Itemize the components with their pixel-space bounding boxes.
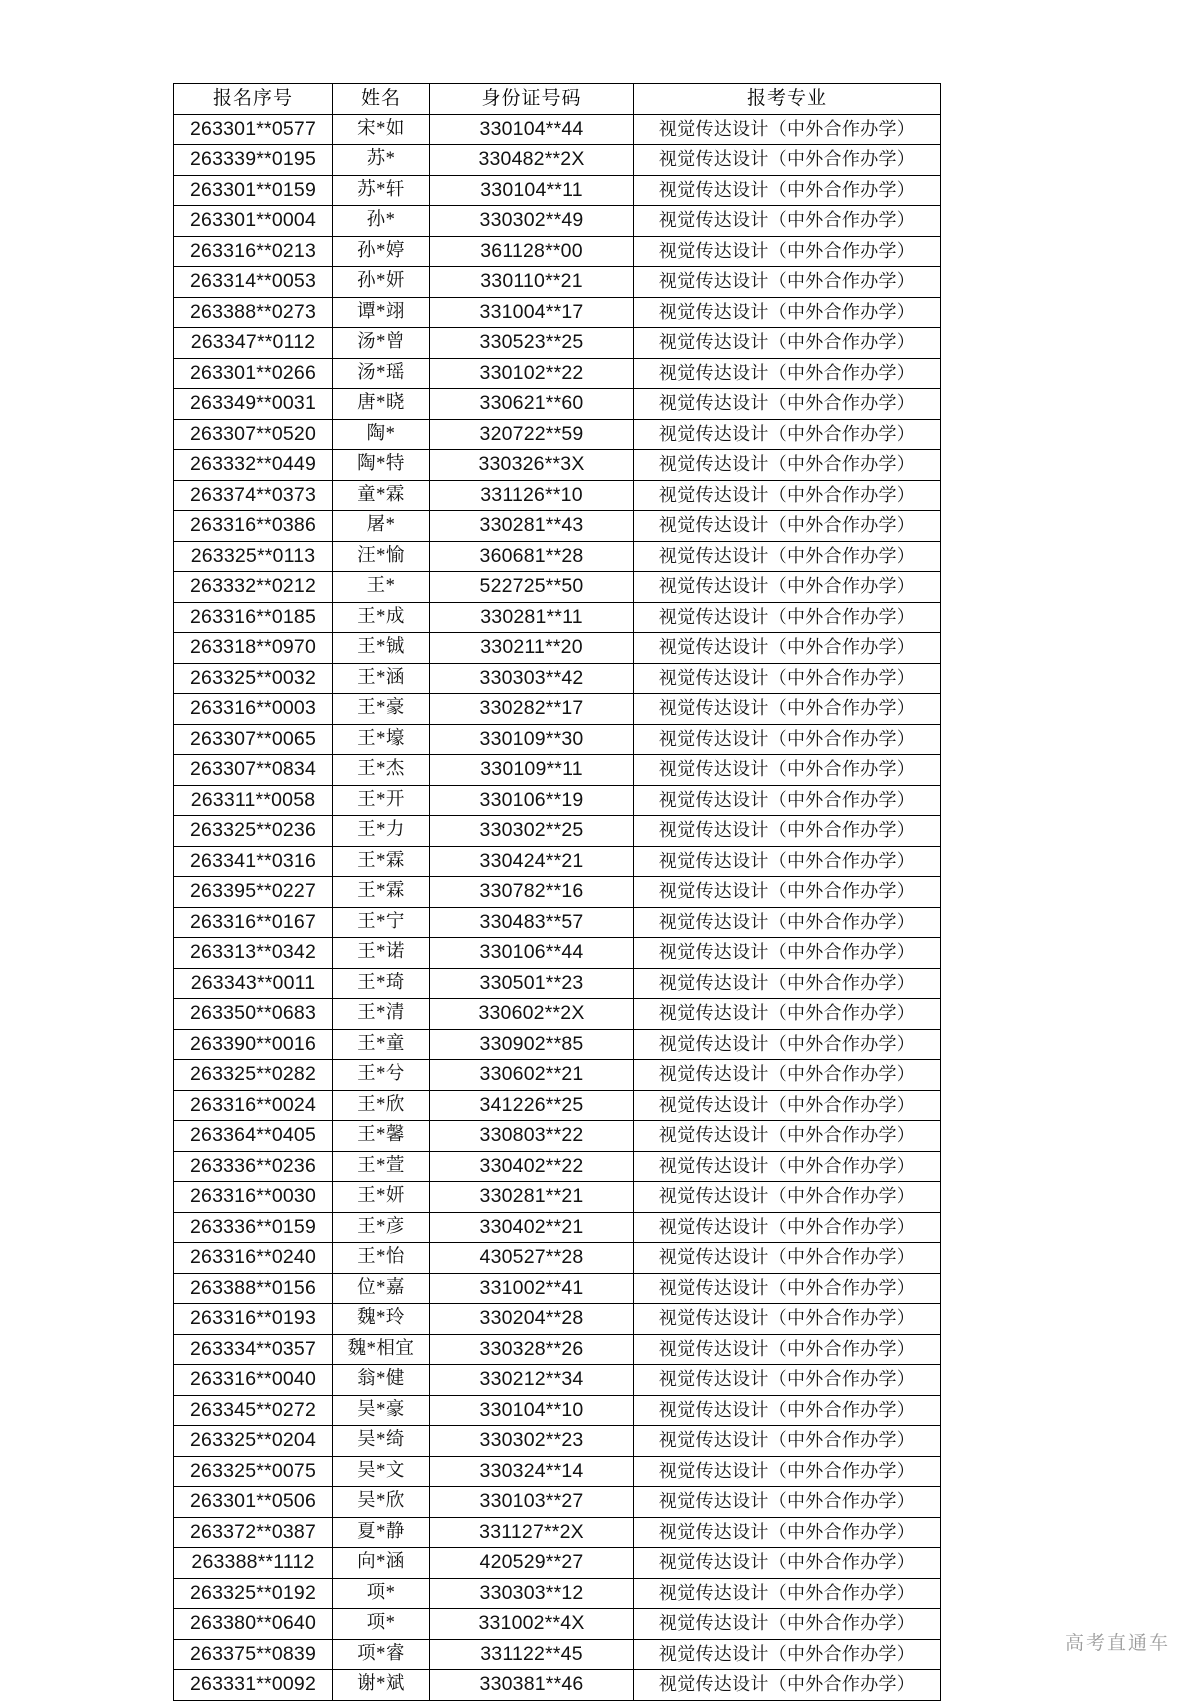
cell-id-number: 330282**17: [430, 694, 634, 725]
table-header: [174, 84, 941, 115]
cell-name: 王*欣: [333, 1090, 430, 1121]
cell-registration-number: 263307**0065: [174, 724, 333, 755]
cell-name: 王*童: [333, 1029, 430, 1060]
cell-id-number: 330483**57: [430, 907, 634, 938]
cell-id-number: 330302**25: [430, 816, 634, 847]
cell-name: 苏*轩: [333, 175, 430, 206]
column-header-registration-number: 报名序号: [174, 84, 333, 115]
cell-registration-number: 263318**0970: [174, 633, 333, 664]
cell-id-number: 330326**3X: [430, 450, 634, 481]
cell-name: 王*杰: [333, 755, 430, 786]
cell-registration-number: 263316**0003: [174, 694, 333, 725]
cell-name: 陶*特: [333, 450, 430, 481]
cell-id-number: 330402**22: [430, 1151, 634, 1182]
cell-name: 向*涵: [333, 1548, 430, 1579]
cell-major: 视觉传达设计（中外合作办学）: [634, 724, 941, 755]
cell-id-number: 330204**28: [430, 1304, 634, 1335]
cell-major: 视觉传达设计（中外合作办学）: [634, 999, 941, 1030]
cell-name: 王*萱: [333, 1151, 430, 1182]
table-row: [174, 846, 941, 877]
cell-name: 汪*愉: [333, 541, 430, 572]
table-row: [174, 1273, 941, 1304]
table-header-row: [174, 84, 941, 115]
cell-id-number: 330109**11: [430, 755, 634, 786]
cell-registration-number: 263345**0272: [174, 1395, 333, 1426]
cell-id-number: 330328**26: [430, 1334, 634, 1365]
cell-major: 视觉传达设计（中外合作办学）: [634, 1304, 941, 1335]
cell-id-number: 330782**16: [430, 877, 634, 908]
cell-name: 王*怡: [333, 1243, 430, 1274]
cell-major: 视觉传达设计（中外合作办学）: [634, 968, 941, 999]
table-row: [174, 114, 941, 145]
cell-registration-number: 263301**0004: [174, 206, 333, 237]
cell-id-number: 330110**21: [430, 267, 634, 298]
cell-registration-number: 263325**0192: [174, 1578, 333, 1609]
cell-major: 视觉传达设计（中外合作办学）: [634, 267, 941, 298]
cell-id-number: 331126**10: [430, 480, 634, 511]
table-row: [174, 724, 941, 755]
cell-name: 王*霖: [333, 877, 430, 908]
cell-name: 夏*静: [333, 1517, 430, 1548]
cell-name: 吴*绮: [333, 1426, 430, 1457]
cell-major: 视觉传达设计（中外合作办学）: [634, 450, 941, 481]
cell-major: 视觉传达设计（中外合作办学）: [634, 114, 941, 145]
cell-name: 项*: [333, 1609, 430, 1640]
cell-name: 吴*欣: [333, 1487, 430, 1518]
cell-name: 陶*: [333, 419, 430, 450]
cell-registration-number: 263341**0316: [174, 846, 333, 877]
cell-registration-number: 263336**0159: [174, 1212, 333, 1243]
cell-registration-number: 263301**0266: [174, 358, 333, 389]
cell-major: 视觉传达设计（中外合作办学）: [634, 206, 941, 237]
cell-id-number: 330281**11: [430, 602, 634, 633]
cell-name: 吴*文: [333, 1456, 430, 1487]
table-row: [174, 1212, 941, 1243]
table-row: [174, 1670, 941, 1701]
cell-major: 视觉传达设计（中外合作办学）: [634, 1517, 941, 1548]
table-row: [174, 663, 941, 694]
table-row: [174, 816, 941, 847]
cell-major: 视觉传达设计（中外合作办学）: [634, 1426, 941, 1457]
cell-id-number: 330523**25: [430, 328, 634, 359]
cell-major: 视觉传达设计（中外合作办学）: [634, 480, 941, 511]
cell-name: 王*宁: [333, 907, 430, 938]
cell-name: 王*成: [333, 602, 430, 633]
table-row: [174, 389, 941, 420]
table-row: [174, 145, 941, 176]
cell-major: 视觉传达设计（中外合作办学）: [634, 1548, 941, 1579]
cell-registration-number: 263364**0405: [174, 1121, 333, 1152]
cell-major: 视觉传达设计（中外合作办学）: [634, 816, 941, 847]
cell-registration-number: 263313**0342: [174, 938, 333, 969]
cell-major: 视觉传达设计（中外合作办学）: [634, 328, 941, 359]
cell-registration-number: 263339**0195: [174, 145, 333, 176]
cell-id-number: 330104**44: [430, 114, 634, 145]
cell-major: 视觉传达设计（中外合作办学）: [634, 1151, 941, 1182]
cell-registration-number: 263395**0227: [174, 877, 333, 908]
table-row: [174, 1029, 941, 1060]
cell-registration-number: 263325**0236: [174, 816, 333, 847]
cell-registration-number: 263388**0156: [174, 1273, 333, 1304]
table-row: [174, 1121, 941, 1152]
cell-registration-number: 263316**0193: [174, 1304, 333, 1335]
cell-registration-number: 263380**0640: [174, 1609, 333, 1640]
cell-registration-number: 263316**0040: [174, 1365, 333, 1396]
cell-major: 视觉传达设计（中外合作办学）: [634, 358, 941, 389]
table-row: [174, 602, 941, 633]
table-row: [174, 1426, 941, 1457]
cell-id-number: 330602**21: [430, 1060, 634, 1091]
cell-name: 吴*豪: [333, 1395, 430, 1426]
cell-registration-number: 263350**0683: [174, 999, 333, 1030]
table-row: [174, 877, 941, 908]
cell-id-number: 330102**22: [430, 358, 634, 389]
cell-registration-number: 263325**0204: [174, 1426, 333, 1457]
table-row: [174, 907, 941, 938]
cell-name: 唐*晓: [333, 389, 430, 420]
cell-id-number: 330211**20: [430, 633, 634, 664]
watermark-label: 高考直通车: [1064, 1633, 1170, 1654]
cell-major: 视觉传达设计（中外合作办学）: [634, 1060, 941, 1091]
cell-name: 王*涵: [333, 663, 430, 694]
table-row: [174, 1639, 941, 1670]
cell-id-number: 420529**27: [430, 1548, 634, 1579]
table-row: [174, 694, 941, 725]
cell-id-number: 331127**2X: [430, 1517, 634, 1548]
cell-name: 王*铖: [333, 633, 430, 664]
cell-registration-number: 263374**0373: [174, 480, 333, 511]
table-row: [174, 450, 941, 481]
cell-name: 王*琦: [333, 968, 430, 999]
cell-registration-number: 263332**0449: [174, 450, 333, 481]
cell-id-number: 320722**59: [430, 419, 634, 450]
cell-name: 王*霖: [333, 846, 430, 877]
cell-name: 王*馨: [333, 1121, 430, 1152]
table-row: [174, 358, 941, 389]
table-row: [174, 1365, 941, 1396]
table-row: [174, 1304, 941, 1335]
cell-registration-number: 263388**0273: [174, 297, 333, 328]
cell-id-number: 331002**41: [430, 1273, 634, 1304]
cell-name: 屠*: [333, 511, 430, 542]
cell-registration-number: 263314**0053: [174, 267, 333, 298]
applicant-roster-table: [173, 83, 941, 1701]
cell-name: 王*豪: [333, 694, 430, 725]
cell-id-number: 330281**43: [430, 511, 634, 542]
cell-name: 项*睿: [333, 1639, 430, 1670]
cell-id-number: 330621**60: [430, 389, 634, 420]
cell-major: 视觉传达设计（中外合作办学）: [634, 1578, 941, 1609]
cell-id-number: 331122**45: [430, 1639, 634, 1670]
table-row: [174, 968, 941, 999]
cell-id-number: 330104**11: [430, 175, 634, 206]
cell-id-number: 330106**44: [430, 938, 634, 969]
cell-major: 视觉传达设计（中外合作办学）: [634, 145, 941, 176]
cell-id-number: 330381**46: [430, 1670, 634, 1701]
cell-major: 视觉传达设计（中外合作办学）: [634, 1395, 941, 1426]
table-row: [174, 511, 941, 542]
cell-id-number: 330109**30: [430, 724, 634, 755]
table-row: [174, 572, 941, 603]
cell-name: 王*妍: [333, 1182, 430, 1213]
table-row: [174, 1182, 941, 1213]
cell-name: 魏*相宜: [333, 1334, 430, 1365]
cell-major: 视觉传达设计（中外合作办学）: [634, 755, 941, 786]
cell-name: 王*开: [333, 785, 430, 816]
cell-name: 王*力: [333, 816, 430, 847]
cell-major: 视觉传达设计（中外合作办学）: [634, 785, 941, 816]
cell-major: 视觉传达设计（中外合作办学）: [634, 602, 941, 633]
table-row: [174, 1334, 941, 1365]
cell-id-number: 330302**23: [430, 1426, 634, 1457]
cell-registration-number: 263325**0113: [174, 541, 333, 572]
cell-id-number: 341226**25: [430, 1090, 634, 1121]
table-row: [174, 1517, 941, 1548]
cell-id-number: 331002**4X: [430, 1609, 634, 1640]
cell-registration-number: 263347**0112: [174, 328, 333, 359]
cell-major: 视觉传达设计（中外合作办学）: [634, 1029, 941, 1060]
cell-major: 视觉传达设计（中外合作办学）: [634, 572, 941, 603]
cell-name: 魏*玲: [333, 1304, 430, 1335]
cell-name: 苏*: [333, 145, 430, 176]
cell-major: 视觉传达设计（中外合作办学）: [634, 1639, 941, 1670]
cell-registration-number: 263316**0030: [174, 1182, 333, 1213]
cell-registration-number: 263316**0167: [174, 907, 333, 938]
cell-major: 视觉传达设计（中外合作办学）: [634, 846, 941, 877]
cell-id-number: 330281**21: [430, 1182, 634, 1213]
table-row: [174, 755, 941, 786]
cell-registration-number: 263307**0520: [174, 419, 333, 450]
table-row: [174, 1243, 941, 1274]
cell-major: 视觉传达设计（中外合作办学）: [634, 297, 941, 328]
cell-registration-number: 263336**0236: [174, 1151, 333, 1182]
cell-major: 视觉传达设计（中外合作办学）: [634, 236, 941, 267]
cell-name: 汤*曾: [333, 328, 430, 359]
cell-id-number: 330212**34: [430, 1365, 634, 1396]
cell-major: 视觉传达设计（中外合作办学）: [634, 663, 941, 694]
cell-major: 视觉传达设计（中外合作办学）: [634, 1456, 941, 1487]
table-row: [174, 1395, 941, 1426]
cell-registration-number: 263332**0212: [174, 572, 333, 603]
cell-id-number: 330303**12: [430, 1578, 634, 1609]
cell-id-number: 522725**50: [430, 572, 634, 603]
table-row: [174, 1060, 941, 1091]
cell-major: 视觉传达设计（中外合作办学）: [634, 511, 941, 542]
cell-major: 视觉传达设计（中外合作办学）: [634, 1273, 941, 1304]
column-header-major: 报考专业: [634, 84, 941, 115]
cell-id-number: 330424**21: [430, 846, 634, 877]
cell-name: 王*清: [333, 999, 430, 1030]
cell-major: 视觉传达设计（中外合作办学）: [634, 419, 941, 450]
cell-registration-number: 263390**0016: [174, 1029, 333, 1060]
cell-registration-number: 263307**0834: [174, 755, 333, 786]
cell-name: 孙*婷: [333, 236, 430, 267]
cell-name: 项*: [333, 1578, 430, 1609]
cell-registration-number: 263301**0506: [174, 1487, 333, 1518]
table-row: [174, 999, 941, 1030]
table-row: [174, 1090, 941, 1121]
cell-registration-number: 263316**0185: [174, 602, 333, 633]
table-body: [174, 114, 941, 1700]
cell-name: 童*霖: [333, 480, 430, 511]
cell-registration-number: 263331**0092: [174, 1670, 333, 1701]
table-row: [174, 1456, 941, 1487]
cell-major: 视觉传达设计（中外合作办学）: [634, 1365, 941, 1396]
cell-name: 宋*如: [333, 114, 430, 145]
cell-name: 谢*斌: [333, 1670, 430, 1701]
cell-registration-number: 263316**0240: [174, 1243, 333, 1274]
cell-registration-number: 263325**0032: [174, 663, 333, 694]
table-row: [174, 297, 941, 328]
table-row: [174, 236, 941, 267]
cell-major: 视觉传达设计（中外合作办学）: [634, 1182, 941, 1213]
table-row: [174, 785, 941, 816]
cell-registration-number: 263301**0159: [174, 175, 333, 206]
cell-registration-number: 263388**1112: [174, 1548, 333, 1579]
table-row: [174, 1487, 941, 1518]
cell-id-number: 361128**00: [430, 236, 634, 267]
cell-registration-number: 263316**0386: [174, 511, 333, 542]
table-row: [174, 1578, 941, 1609]
cell-registration-number: 263334**0357: [174, 1334, 333, 1365]
cell-major: 视觉传达设计（中外合作办学）: [634, 1609, 941, 1640]
cell-id-number: 330302**49: [430, 206, 634, 237]
cell-id-number: 360681**28: [430, 541, 634, 572]
table-row: [174, 206, 941, 237]
cell-major: 视觉传达设计（中外合作办学）: [634, 938, 941, 969]
cell-id-number: 430527**28: [430, 1243, 634, 1274]
cell-id-number: 330104**10: [430, 1395, 634, 1426]
table-row: [174, 1151, 941, 1182]
cell-major: 视觉传达设计（中外合作办学）: [634, 1670, 941, 1701]
table-row: [174, 633, 941, 664]
cell-major: 视觉传达设计（中外合作办学）: [634, 389, 941, 420]
column-header-id-number: 身份证号码: [430, 84, 634, 115]
cell-major: 视觉传达设计（中外合作办学）: [634, 1090, 941, 1121]
cell-id-number: 330402**21: [430, 1212, 634, 1243]
table-row: [174, 480, 941, 511]
cell-registration-number: 263325**0282: [174, 1060, 333, 1091]
cell-major: 视觉传达设计（中外合作办学）: [634, 1243, 941, 1274]
table-row: [174, 267, 941, 298]
cell-major: 视觉传达设计（中外合作办学）: [634, 175, 941, 206]
table-row: [174, 419, 941, 450]
cell-name: 孙*: [333, 206, 430, 237]
cell-registration-number: 263375**0839: [174, 1639, 333, 1670]
cell-registration-number: 263301**0577: [174, 114, 333, 145]
table-row: [174, 938, 941, 969]
cell-name: 王*诺: [333, 938, 430, 969]
cell-name: 翁*健: [333, 1365, 430, 1396]
cell-major: 视觉传达设计（中外合作办学）: [634, 1487, 941, 1518]
cell-registration-number: 263316**0213: [174, 236, 333, 267]
cell-name: 位*嘉: [333, 1273, 430, 1304]
applicant-roster-table-container: [173, 83, 940, 1701]
cell-major: 视觉传达设计（中外合作办学）: [634, 633, 941, 664]
cell-id-number: 330602**2X: [430, 999, 634, 1030]
cell-major: 视觉传达设计（中外合作办学）: [634, 1334, 941, 1365]
cell-major: 视觉传达设计（中外合作办学）: [634, 1121, 941, 1152]
cell-name: 谭*翊: [333, 297, 430, 328]
cell-id-number: 330803**22: [430, 1121, 634, 1152]
table-row: [174, 328, 941, 359]
cell-registration-number: 263316**0024: [174, 1090, 333, 1121]
table-row: [174, 541, 941, 572]
cell-registration-number: 263311**0058: [174, 785, 333, 816]
cell-id-number: 330324**14: [430, 1456, 634, 1487]
cell-major: 视觉传达设计（中外合作办学）: [634, 694, 941, 725]
cell-registration-number: 263349**0031: [174, 389, 333, 420]
column-header-name: 姓名: [333, 84, 430, 115]
cell-id-number: 331004**17: [430, 297, 634, 328]
cell-major: 视觉传达设计（中外合作办学）: [634, 907, 941, 938]
cell-major: 视觉传达设计（中外合作办学）: [634, 1212, 941, 1243]
cell-id-number: 330501**23: [430, 968, 634, 999]
cell-name: 孙*妍: [333, 267, 430, 298]
cell-name: 王*壕: [333, 724, 430, 755]
cell-major: 视觉传达设计（中外合作办学）: [634, 877, 941, 908]
cell-id-number: 330103**27: [430, 1487, 634, 1518]
cell-name: 王*兮: [333, 1060, 430, 1091]
table-row: [174, 1609, 941, 1640]
cell-id-number: 330106**19: [430, 785, 634, 816]
cell-name: 汤*瑶: [333, 358, 430, 389]
cell-major: 视觉传达设计（中外合作办学）: [634, 541, 941, 572]
cell-registration-number: 263372**0387: [174, 1517, 333, 1548]
table-row: [174, 175, 941, 206]
cell-name: 王*彦: [333, 1212, 430, 1243]
table-row: [174, 1548, 941, 1579]
cell-registration-number: 263343**0011: [174, 968, 333, 999]
cell-id-number: 330303**42: [430, 663, 634, 694]
cell-id-number: 330902**85: [430, 1029, 634, 1060]
cell-registration-number: 263325**0075: [174, 1456, 333, 1487]
cell-name: 王*: [333, 572, 430, 603]
cell-id-number: 330482**2X: [430, 145, 634, 176]
